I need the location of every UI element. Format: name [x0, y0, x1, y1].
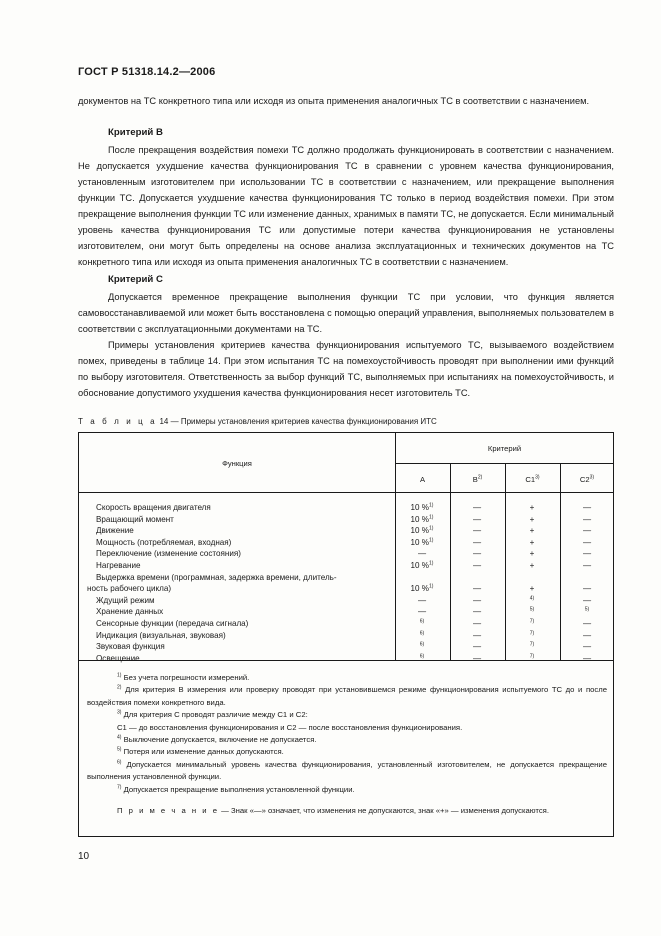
cell-footnote-mark: 5)	[529, 606, 535, 613]
cell-footnote-mark: 7)	[529, 641, 535, 648]
cell-value: +	[529, 514, 535, 524]
cell-value: +	[529, 503, 535, 512]
table-row-function: Звуковая функция	[96, 642, 165, 652]
table-cell-b	[447, 503, 507, 512]
cell-footnote-mark: 7)	[529, 629, 535, 636]
table-note-text: — Знак «—» означает, что изменения не допускаются, знак «+» — изменения допускаются.	[221, 806, 549, 816]
table-cell-c2	[557, 526, 617, 535]
table-cell-c1	[502, 654, 562, 663]
cell-value: +	[529, 584, 535, 594]
table-cell-b	[447, 515, 507, 524]
cell-value: 10 %	[410, 537, 429, 547]
table-row-function: Хранение данных	[96, 607, 164, 617]
footnote-text: Для критерия В измерения или проверку проводят при установившемся режиме функционирования испытуемого ТС до и после воздействия помехи конкретного вида.	[87, 685, 607, 707]
table-cell-c2	[557, 538, 617, 547]
footnote-text: Выключение допускается, включение не допускается.	[123, 735, 317, 745]
footnote-list	[87, 672, 607, 796]
cell-footnote-mark: 1)	[429, 525, 434, 532]
table-row-function: Освещение	[96, 653, 140, 663]
header-c2-label: С2	[579, 475, 590, 484]
footnote-mark: 6)	[117, 759, 122, 766]
intro-text: документов на ТС конкретного типа или исходя из опыта применения аналогичных ТС в соответствии с назначением.	[78, 96, 590, 106]
table-cell-b	[447, 631, 507, 640]
table-row-function: Выдержка времени (программная, задержка времени, длитель-	[96, 572, 337, 582]
footnote	[87, 684, 607, 709]
document-header: ГОСТ Р 51318.14.2—2006	[78, 66, 216, 78]
table-cell-a	[392, 538, 452, 547]
cell-footnote-mark: 1)	[429, 502, 434, 509]
table-row-function: Индикация (визуальная, звуковая)	[96, 630, 226, 640]
footnote	[87, 734, 607, 746]
table-cell-a	[392, 526, 452, 535]
cell-value: —	[472, 595, 482, 605]
table-cell-c2	[557, 596, 617, 605]
header-function: Функция	[222, 459, 252, 468]
table-note	[87, 805, 607, 817]
table-cell-a	[392, 607, 452, 616]
table-cell-c1	[502, 642, 562, 651]
header-c1-footnote: 3)	[535, 474, 540, 481]
table-cell-c1	[502, 596, 562, 605]
header-criterion: Критерий	[487, 444, 522, 453]
footnote	[87, 709, 607, 721]
footnote	[87, 746, 607, 758]
cell-value: —	[582, 561, 592, 570]
page-number: 10	[78, 851, 90, 862]
cell-footnote-mark: 4)	[529, 595, 535, 602]
footnote	[87, 759, 607, 784]
table-caption	[78, 417, 437, 426]
table-row-function: Движение	[96, 526, 134, 536]
cell-value: —	[472, 607, 482, 617]
table-cell-c2	[557, 561, 617, 570]
cell-value: —	[582, 503, 592, 512]
cell-value: 10 %	[410, 584, 429, 594]
table-cell-c1	[502, 584, 562, 593]
cell-footnote-mark: 1)	[429, 537, 434, 544]
footnote	[87, 672, 607, 684]
criteria-table	[78, 432, 614, 837]
table-row-function: Переключение (изменение состояния)	[96, 549, 241, 559]
cell-value: —	[472, 642, 482, 652]
table-cell-b	[447, 619, 507, 628]
cell-footnote-mark: 1)	[429, 513, 434, 520]
table-cell-c2	[557, 503, 617, 512]
table-divider	[79, 492, 614, 493]
cell-value: —	[582, 642, 592, 652]
table-cell-c1	[502, 538, 562, 547]
cell-value: +	[529, 561, 535, 570]
header-c1	[505, 475, 560, 484]
cell-value: —	[472, 584, 482, 594]
cell-value: 10 %	[410, 514, 429, 524]
table-cell-a	[392, 642, 452, 651]
table-row-function: Ждущий режим	[96, 595, 155, 605]
footnote-mark: 2)	[117, 684, 122, 691]
cell-footnote-mark: 1)	[429, 560, 434, 567]
criterion-b-title: Критерий В	[108, 127, 163, 138]
footnote-text: Потеря или изменение данных допускаются.	[123, 747, 284, 757]
table-cell-a	[392, 503, 452, 512]
footnote-text: Допускается минимальный уровень качества функционирования, установленный изготовителем, не допускается прекращение выполнения установленной функции.	[87, 759, 607, 782]
table-cell-b	[447, 538, 507, 547]
cell-value: —	[472, 549, 482, 559]
header-c2	[560, 475, 614, 484]
footnote	[87, 722, 607, 734]
table-footnotes	[87, 672, 607, 817]
table-cell-c2	[557, 584, 617, 593]
table-cell-a	[392, 561, 452, 570]
cell-value: —	[582, 537, 592, 547]
table-row-function: Скорость вращения двигателя	[96, 503, 211, 512]
table-cell-c1	[502, 526, 562, 535]
table-cell-c2	[557, 515, 617, 524]
cell-value: —	[472, 630, 482, 640]
table-cell-a	[392, 619, 452, 628]
table-cell-b	[447, 654, 507, 663]
cell-value: —	[417, 595, 427, 605]
footnote-mark: 1)	[117, 672, 122, 679]
header-a: А	[419, 475, 426, 484]
footnote-mark: 4)	[117, 734, 122, 741]
table-cell-a	[392, 515, 452, 524]
cell-value: —	[472, 514, 482, 524]
cell-value: 10 %	[410, 526, 429, 536]
table-cell-c1	[502, 631, 562, 640]
cell-value: —	[417, 607, 427, 617]
table-cell-b	[447, 584, 507, 593]
cell-footnote-mark: 7)	[529, 618, 535, 625]
table-cell-c2	[557, 631, 617, 640]
table-cell-b	[447, 561, 507, 570]
footnote-mark: 5)	[117, 746, 122, 753]
footnote-text: С1 — до восстановления функционирования и С2 — после восстановления функционирования.	[117, 722, 463, 732]
table-cell-c1	[502, 619, 562, 628]
intro-paragraph	[78, 93, 614, 109]
table-cell-b	[447, 607, 507, 616]
table-row-function: Вращающий момент	[96, 514, 174, 524]
table-row-function: Сенсорные функции (передача сигнала)	[96, 619, 249, 628]
table-cell-c1	[502, 607, 562, 616]
cell-value: —	[472, 526, 482, 536]
header-c2-footnote: 3)	[589, 474, 595, 481]
footnote-text: Без учета погрешности измерений.	[123, 673, 250, 682]
table-cell-c1	[502, 561, 562, 570]
header-c1-label: С1	[525, 475, 536, 484]
cell-value: —	[582, 630, 592, 640]
table-cell-a	[392, 654, 452, 663]
cell-footnote-mark: 7)	[529, 653, 535, 660]
table-cell-b	[447, 596, 507, 605]
cell-value: —	[472, 653, 482, 663]
cell-value: —	[582, 595, 592, 605]
table-cell-a	[392, 549, 452, 558]
table-cell-b	[447, 642, 507, 651]
table-cell-c2	[557, 654, 617, 663]
cell-footnote-mark: 1)	[429, 583, 434, 590]
footnote-text: Допускается прекращение выполнения установленной функции.	[123, 784, 355, 794]
cell-value: +	[529, 549, 535, 559]
cell-value: —	[582, 514, 592, 524]
header-b-label: В	[472, 475, 478, 484]
table-row-function: Нагревание	[96, 561, 141, 570]
table-cell-c2	[557, 549, 617, 558]
cell-value: —	[472, 537, 482, 547]
cell-value: 10 %	[410, 561, 429, 570]
cell-value: —	[472, 619, 482, 628]
table-cell-b	[447, 526, 507, 535]
cell-value: —	[582, 619, 592, 628]
cell-value: —	[417, 549, 427, 559]
cell-value: —	[472, 503, 482, 512]
table-cell-b	[447, 549, 507, 558]
table-cell-c1	[502, 503, 562, 512]
cell-footnote-mark: 6)	[419, 641, 425, 648]
cell-footnote-mark: 6)	[419, 653, 425, 660]
footnote-mark: 7)	[117, 784, 122, 791]
cell-value: —	[582, 526, 592, 536]
criterion-c-paragraph	[78, 289, 614, 337]
table-row-function: ность рабочего цикла)	[87, 584, 172, 594]
table-cell-a	[392, 584, 452, 593]
examples-paragraph	[78, 337, 614, 401]
cell-value: —	[582, 549, 592, 559]
criterion-b-paragraph	[78, 142, 614, 270]
footnote-text: Для критерия С проводят различие между С1 и С2:	[123, 710, 308, 720]
cell-value: —	[582, 653, 592, 663]
cell-value: —	[472, 561, 482, 570]
table-cell-c1	[502, 515, 562, 524]
table-cell-c1	[502, 549, 562, 558]
table-cell-a	[392, 596, 452, 605]
table-cell-c2	[557, 607, 617, 616]
footnote-mark: 3)	[117, 709, 122, 716]
criterion-c-title: Критерий С	[108, 274, 163, 285]
table-cell-c2	[557, 619, 617, 628]
table-cell-a	[392, 631, 452, 640]
cell-value: —	[582, 584, 592, 594]
criterion-c-text: Допускается временное прекращение выполнения функции ТС при условии, что функция является самовосстанавливаемой или может быть восстановлена с помощью операций управления, выполняемых пользователем в соответствии с эксплуатационными документами на ТС.	[78, 292, 614, 334]
cell-footnote-mark: 6)	[419, 629, 425, 636]
cell-footnote-mark: 5)	[584, 606, 590, 613]
header-b	[450, 475, 505, 484]
cell-value: +	[529, 537, 535, 547]
cell-value: 10 %	[410, 503, 429, 512]
header-b-footnote: 2)	[477, 474, 483, 481]
criterion-b-text: После прекращения воздействия помехи ТС должно продолжать функционировать в соответствии с назначением. Не допускается ухудшение качества функционирования ТС в сравнении с уровнем качества функционирования, установленным изготовителем при использовании ТС в соответствии с назначением, или прекращение выполнения функции ТС. Допускается ухудшение качества функционирования ТС только в период воздействия помехи. При этом прекращение выполнения функции ТС или изменение данных, хранимых в памяти ТС, не допускается. Если минимальный уровень качества функционирования ТС или допустимые потери качества функционирования не установлены изготовителем, они могут быть определены на основе анализа эксплуатационных и технических документов на ТС конкретного типа или исходя из опыта применения аналогичных ТС в соответствии с назначением.	[78, 145, 614, 267]
examples-text: Примеры установления критериев качества функционирования испытуемого ТС, вызываемого воздействием помех, приведены в таблице 14. При этом испытания ТС на помехоустойчивость проводят при выполнении ими функций по выбору изготовителя. Ответственность за выбор функций ТС, выполняемых при испытаниях на помехоустойчивость, и обоснование допустимого ухудшения качества функционирования несет изготовитель ТС.	[78, 340, 614, 398]
footnote	[87, 784, 607, 796]
table-cell-c2	[557, 642, 617, 651]
table-note-prefix: П р и м е ч а н и е	[117, 806, 219, 816]
table-row-function: Мощность (потребляемая, входная)	[96, 537, 232, 547]
cell-footnote-mark: 6)	[419, 618, 425, 625]
cell-value: +	[529, 526, 535, 536]
table-caption-text: 14 — Примеры установления критериев качества функционирования ИТС	[159, 417, 437, 426]
table-caption-prefix: Т а б л и ц а	[78, 417, 158, 426]
